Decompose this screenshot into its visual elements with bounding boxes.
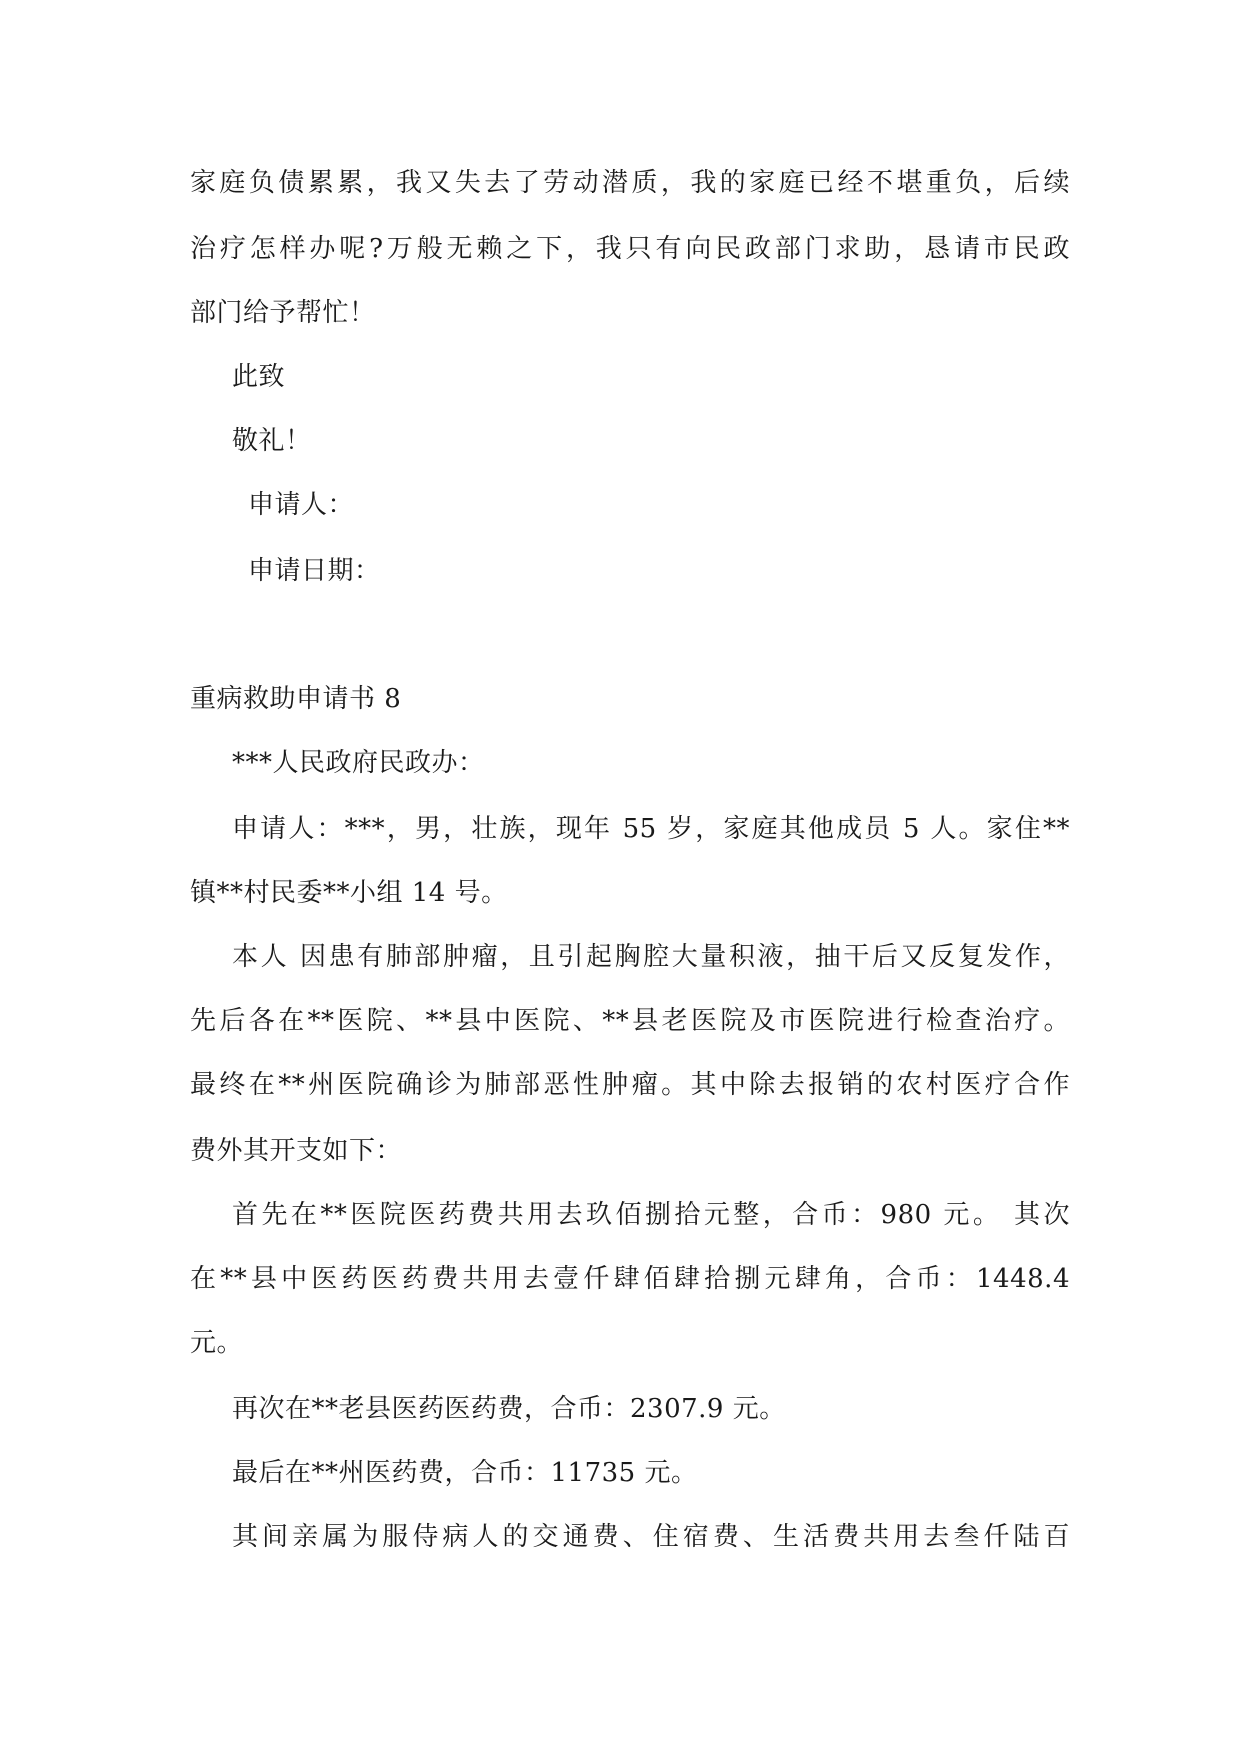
text-line: 家庭负债累累，我又失去了劳动潜质，我的家庭已经不堪重负，后续 xyxy=(190,168,1070,198)
closing-salutation: 此致 xyxy=(232,362,286,392)
text-line: 在**县中医药医药费共用去壹仟肆佰肆拾捌元肆角，合币：1448.4 xyxy=(190,1264,1070,1294)
text-line: 费外其开支如下： xyxy=(190,1136,403,1166)
text-line: 元。 xyxy=(190,1328,244,1358)
addressee: ***人民政府民政办： xyxy=(232,748,485,778)
text-line: 其间亲属为服侍病人的交通费、住宿费、生活费共用去叁仟陆百 xyxy=(232,1522,1070,1552)
text-line: 部门给予帮忙！ xyxy=(190,298,376,328)
applicant-label: 申请人： xyxy=(248,490,355,520)
text-line: 最后在**州医药费，合币：11735 元。 xyxy=(232,1458,698,1488)
text-line: 再次在**老县医药医药费，合币：2307.9 元。 xyxy=(232,1394,786,1424)
text-line: 先后各在**医院、**县中医院、**县老医院及市医院进行检查治疗。 xyxy=(190,1006,1070,1036)
section-title: 重病救助申请书 8 xyxy=(190,684,402,714)
text-line: 镇**村民委**小组 14 号。 xyxy=(190,878,508,908)
text-line: 申请人：***，男，壮族，现年 55 岁，家庭其他成员 5 人。家住** xyxy=(232,814,1070,844)
text-line: 本人 因患有肺部肿瘤，且引起胸腔大量积液，抽干后又反复发作， xyxy=(232,942,1070,972)
closing-regards: 敬礼！ xyxy=(232,426,312,456)
text-line: 首先在**医院医药费共用去玖佰捌拾元整，合币：980 元。 其次 xyxy=(232,1200,1070,1230)
text-line: 治疗怎样办呢?万般无赖之下，我只有向民政部门求助，恳请市民政 xyxy=(190,234,1070,264)
text-line: 最终在**州医院确诊为肺部恶性肿瘤。其中除去报销的农村医疗合作 xyxy=(190,1070,1070,1100)
application-date-label: 申请日期： xyxy=(248,556,381,586)
